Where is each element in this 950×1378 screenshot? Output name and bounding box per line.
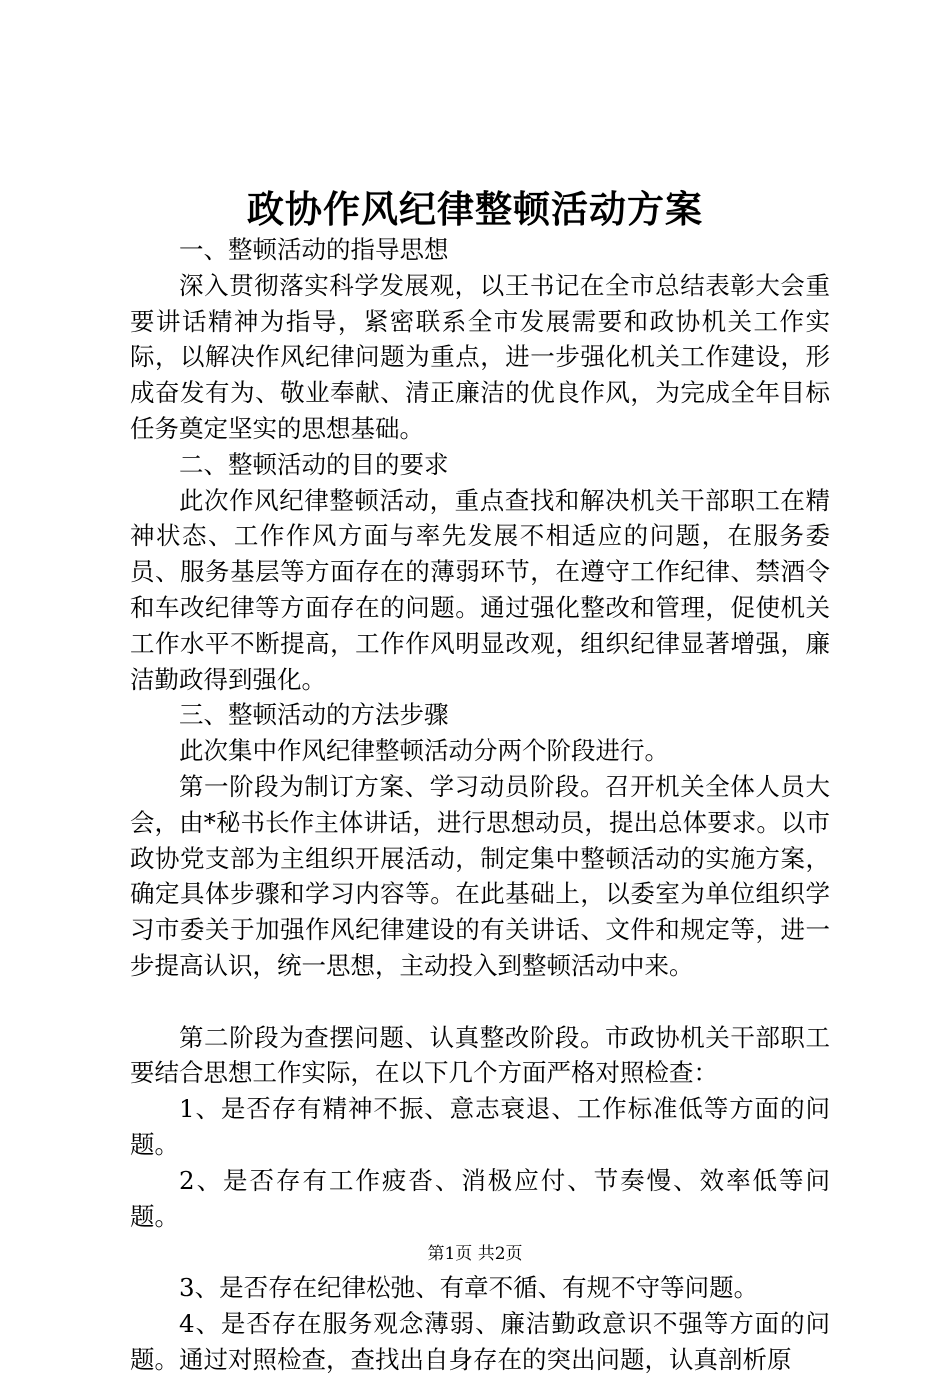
blank-line (130, 984, 830, 1020)
paragraph-objectives: 此次作风纪律整顿活动，重点查找和解决机关干部职工在精神状态、工作作风方面与率先发展不相适应的问题，在服务委员、服务基层等方面存在的薄弱环节，在遵守工作纪律、禁酒令和车改纪律等方面存在的问题。通过强化整改和管理，促使机关工作水平不断提高，工作作风明显改观，组织纪律显著增强，廉洁勤政得到强化。 (130, 485, 830, 694)
paragraph-guiding-ideology: 深入贯彻落实科学发展观，以王书记在全市总结表彰大会重要讲话精神为指导，紧密联系全市发展需要和政协机关工作实际，以解决作风纪律问题为重点，进一步强化机关工作建设，形成奋发有为、敬业奉献、清正廉洁的优良作风，为完成全年目标任务奠定坚实的思想基础。 (130, 270, 830, 443)
list-item-1: 1、是否存有精神不振、意志衰退、工作标准低等方面的问题。 (130, 1094, 830, 1159)
heading-objectives: 二、整顿活动的目的要求 (179, 449, 449, 479)
document-body (130, 232, 830, 1378)
paragraph-stage-two: 第二阶段为查摆问题、认真整改阶段。市政协机关干部职工要结合思想工作实际，在以下几个方面严格对照检查： (130, 1022, 830, 1088)
page-footer: 第1页 共2页 (427, 1244, 523, 1264)
heading-methods: 三、整顿活动的方法步骤 (179, 700, 449, 730)
list-item-2: 2、是否存有工作疲沓、消极应付、节奏慢、效率低等问题。 (130, 1165, 830, 1231)
paragraph-stage-one: 第一阶段为制订方案、学习动员阶段。召开机关全体人员大会，由*秘书长作主体讲话，进行思想动员，提出总体要求。以市政协党支部为主组织开展活动，制定集中整顿活动的实施方案，确定具体步骤和学习内容等。在此基础上，以委室为单位组织学习市委关于加强作风纪律建设的有关讲话、文件和规定等，进一步提高认识，统一思想，主动投入到整顿活动中来。 (130, 771, 830, 980)
paragraph-two-stages: 此次集中作风纪律整顿活动分两个阶段进行。 (179, 736, 669, 766)
document-title: 政协作风纪律整顿活动方案 (247, 187, 703, 231)
list-item-3: 3、是否存在纪律松弛、有章不循、有规不守等问题。 (179, 1273, 759, 1303)
heading-guiding-ideology: 一、整顿活动的指导思想 (179, 235, 449, 264)
list-item-4: 4、是否存在服务观念薄弱、廉洁勤政意识不强等方面的问题。通过对照检查，查找出自身存在的突出问题，认真剖析原 (130, 1308, 830, 1374)
